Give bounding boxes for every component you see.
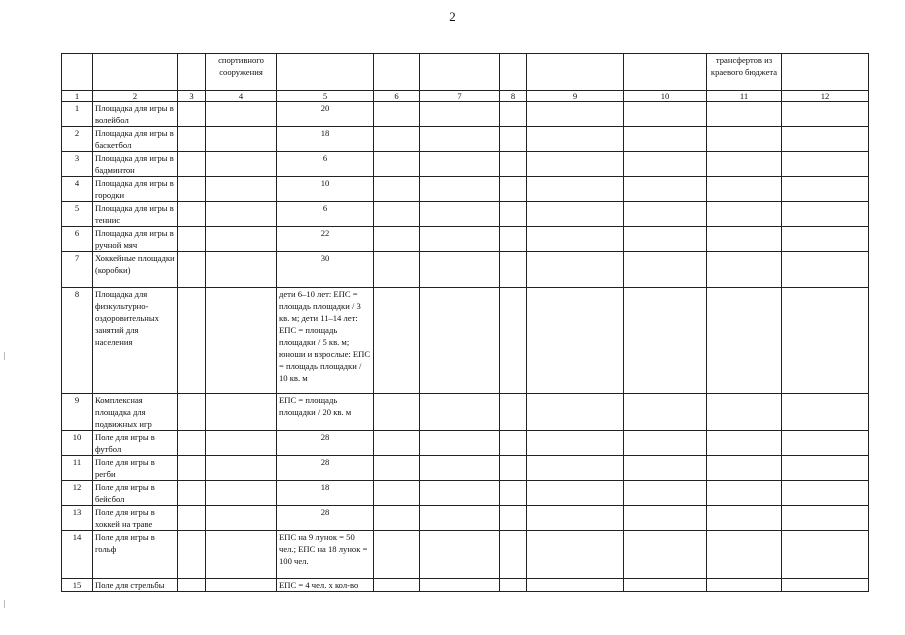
capacity-value: дети 6–10 лет: ЕПС = площадь площадки / 3 кв. м; дети 11–14 лет: ЕПС = площадь площадки / 5 кв. м; юноши и взрослые: ЕПС = площадь площадки / 10 кв. м [277,288,374,394]
empty-cell [178,456,206,481]
capacity-value: 18 [277,481,374,506]
header-cell-8 [500,54,527,91]
facility-name: Площадка для игры в теннис [93,202,178,227]
capacity-value: 10 [277,177,374,202]
header-cell-2 [93,54,178,91]
empty-cell [374,531,420,579]
empty-cell [707,531,782,579]
empty-cell [707,227,782,252]
empty-cell [206,177,277,202]
header-cell-4: спортивного сооружения [206,54,277,91]
empty-cell [500,531,527,579]
empty-cell [420,202,500,227]
empty-cell [206,456,277,481]
empty-cell [206,579,277,592]
row-number: 3 [62,152,93,177]
header-cell-7 [420,54,500,91]
row-number: 9 [62,394,93,431]
capacity-value: 28 [277,431,374,456]
empty-cell [624,506,707,531]
column-number: 11 [707,91,782,102]
facility-name: Поле для игры в футбол [93,431,178,456]
empty-cell [527,288,624,394]
empty-cell [374,431,420,456]
empty-cell [206,227,277,252]
column-number: 2 [93,91,178,102]
empty-cell [707,456,782,481]
empty-cell [782,394,869,431]
empty-cell [178,127,206,152]
empty-cell [178,102,206,127]
empty-cell [206,506,277,531]
header-cell-9 [527,54,624,91]
empty-cell [707,252,782,288]
column-number: 7 [420,91,500,102]
empty-cell [624,579,707,592]
empty-cell [782,152,869,177]
empty-cell [374,127,420,152]
empty-cell [374,394,420,431]
column-number-row [62,91,869,102]
empty-cell [500,227,527,252]
empty-cell [178,202,206,227]
facility-name: Поле для игры в бейсбол [93,481,178,506]
empty-cell [420,481,500,506]
empty-cell [624,531,707,579]
empty-cell [782,102,869,127]
capacity-value: 18 [277,127,374,152]
empty-cell [206,288,277,394]
empty-cell [527,102,624,127]
empty-cell [624,394,707,431]
column-number: 4 [206,91,277,102]
column-number: 8 [500,91,527,102]
facility-name: Площадка для игры в бадминтон [93,152,178,177]
facility-name: Площадка для игры в ручной мяч [93,227,178,252]
empty-cell [527,506,624,531]
empty-cell [782,177,869,202]
empty-cell [707,579,782,592]
empty-cell [707,127,782,152]
facility-name: Хоккейные площадки (коробки) [93,252,178,288]
capacity-value: 22 [277,227,374,252]
empty-cell [178,394,206,431]
empty-cell [500,506,527,531]
row-number: 8 [62,288,93,394]
empty-cell [206,481,277,506]
empty-cell [527,252,624,288]
row-number: 11 [62,456,93,481]
empty-cell [782,531,869,579]
facility-name: Поле для игры в регби [93,456,178,481]
empty-cell [624,127,707,152]
empty-cell [527,579,624,592]
empty-cell [782,127,869,152]
column-number: 10 [624,91,707,102]
empty-cell [624,227,707,252]
empty-cell [500,177,527,202]
column-number: 1 [62,91,93,102]
empty-cell [624,102,707,127]
capacity-value: 28 [277,506,374,531]
empty-cell [624,202,707,227]
row-number: 12 [62,481,93,506]
facility-name: Площадка для игры в баскетбол [93,127,178,152]
empty-cell [624,481,707,506]
scan-mark [4,352,5,360]
row-number: 14 [62,531,93,579]
empty-cell [206,102,277,127]
empty-cell [374,202,420,227]
row-number: 2 [62,127,93,152]
empty-cell [374,252,420,288]
empty-cell [500,481,527,506]
table-row [62,127,869,152]
empty-cell [624,152,707,177]
empty-cell [500,127,527,152]
capacity-value: ЕПС на 9 лунок = 50 чел.; ЕПС на 18 лунок = 100 чел. [277,531,374,579]
empty-cell [707,481,782,506]
empty-cell [500,431,527,456]
empty-cell [178,531,206,579]
empty-cell [707,202,782,227]
table-row [62,456,869,481]
table-row [62,152,869,177]
capacity-value: 28 [277,456,374,481]
empty-cell [500,579,527,592]
empty-cell [527,152,624,177]
table-row [62,506,869,531]
empty-cell [374,579,420,592]
empty-cell [707,394,782,431]
capacity-value: 6 [277,152,374,177]
empty-cell [782,252,869,288]
empty-cell [178,431,206,456]
empty-cell [374,456,420,481]
empty-cell [624,456,707,481]
empty-cell [782,579,869,592]
empty-cell [178,227,206,252]
header-cell-10 [624,54,707,91]
empty-cell [420,394,500,431]
facility-name: Поле для игры в гольф [93,531,178,579]
empty-cell [178,288,206,394]
column-number: 12 [782,91,869,102]
empty-cell [527,394,624,431]
empty-cell [527,202,624,227]
empty-cell [527,127,624,152]
empty-cell [420,531,500,579]
empty-cell [782,506,869,531]
capacity-value: 20 [277,102,374,127]
empty-cell [624,252,707,288]
row-number: 13 [62,506,93,531]
empty-cell [420,227,500,252]
header-continuation-row [62,54,869,91]
facility-name: Комплексная площадка для подвижных игр [93,394,178,431]
empty-cell [707,102,782,127]
empty-cell [374,227,420,252]
header-cell-3 [178,54,206,91]
empty-cell [374,506,420,531]
empty-cell [206,431,277,456]
empty-cell [374,288,420,394]
empty-cell [178,177,206,202]
empty-cell [782,481,869,506]
header-cell-11: трансфертов из краевого бюджета [707,54,782,91]
page-number: 2 [449,9,456,24]
capacity-value: 6 [277,202,374,227]
empty-cell [500,202,527,227]
empty-cell [707,506,782,531]
header-cell-1 [62,54,93,91]
facility-name: Площадка для физкультурно-оздоровительных занятий для населения [93,288,178,394]
facility-name: Площадка для игры в волейбол [93,102,178,127]
row-number: 1 [62,102,93,127]
capacity-value: ЕПС = площадь площадки / 20 кв. м [277,394,374,431]
empty-cell [420,431,500,456]
empty-cell [782,288,869,394]
facility-name: Поле для игры в хоккей на траве [93,506,178,531]
capacity-value: 30 [277,252,374,288]
empty-cell [527,227,624,252]
empty-cell [178,506,206,531]
empty-cell [624,288,707,394]
row-number: 7 [62,252,93,288]
row-number: 5 [62,202,93,227]
column-number: 6 [374,91,420,102]
empty-cell [500,152,527,177]
empty-cell [527,431,624,456]
empty-cell [500,394,527,431]
scan-mark [4,600,5,608]
empty-cell [178,252,206,288]
empty-cell [707,177,782,202]
table-row [62,177,869,202]
table-row [62,531,869,579]
empty-cell [206,394,277,431]
header-cell-5 [277,54,374,91]
empty-cell [420,152,500,177]
empty-cell [527,177,624,202]
empty-cell [374,177,420,202]
table-row [62,252,869,288]
empty-cell [374,102,420,127]
empty-cell [420,288,500,394]
empty-cell [420,456,500,481]
empty-cell [206,127,277,152]
empty-cell [707,288,782,394]
facility-name: Площадка для игры в городки [93,177,178,202]
empty-cell [527,531,624,579]
empty-cell [420,102,500,127]
empty-cell [420,127,500,152]
table-row [62,288,869,394]
empty-cell [624,431,707,456]
header-cell-12 [782,54,869,91]
sports-facilities-table [61,53,869,592]
empty-cell [500,288,527,394]
table-row [62,394,869,431]
column-number: 5 [277,91,374,102]
empty-cell [624,177,707,202]
empty-cell [782,431,869,456]
capacity-value: ЕПС = 4 чел. х кол-во [277,579,374,592]
table-row [62,202,869,227]
empty-cell [206,202,277,227]
facility-name: Поле для стрельбы [93,579,178,592]
header-cell-6 [374,54,420,91]
empty-cell [420,252,500,288]
empty-cell [206,252,277,288]
empty-cell [500,252,527,288]
empty-cell [178,152,206,177]
table-row [62,481,869,506]
row-number: 15 [62,579,93,592]
empty-cell [500,456,527,481]
empty-cell [782,227,869,252]
empty-cell [178,579,206,592]
empty-cell [527,456,624,481]
row-number: 6 [62,227,93,252]
empty-cell [782,202,869,227]
table-row [62,102,869,127]
empty-cell [206,531,277,579]
empty-cell [420,506,500,531]
empty-cell [374,481,420,506]
empty-cell [206,152,277,177]
empty-cell [707,152,782,177]
empty-cell [374,152,420,177]
empty-cell [420,579,500,592]
empty-cell [782,456,869,481]
empty-cell [527,481,624,506]
table-row [62,431,869,456]
empty-cell [178,481,206,506]
empty-cell [707,431,782,456]
row-number: 4 [62,177,93,202]
empty-cell [420,177,500,202]
table-row [62,227,869,252]
column-number: 3 [178,91,206,102]
row-number: 10 [62,431,93,456]
empty-cell [500,102,527,127]
column-number: 9 [527,91,624,102]
table-row [62,579,869,592]
